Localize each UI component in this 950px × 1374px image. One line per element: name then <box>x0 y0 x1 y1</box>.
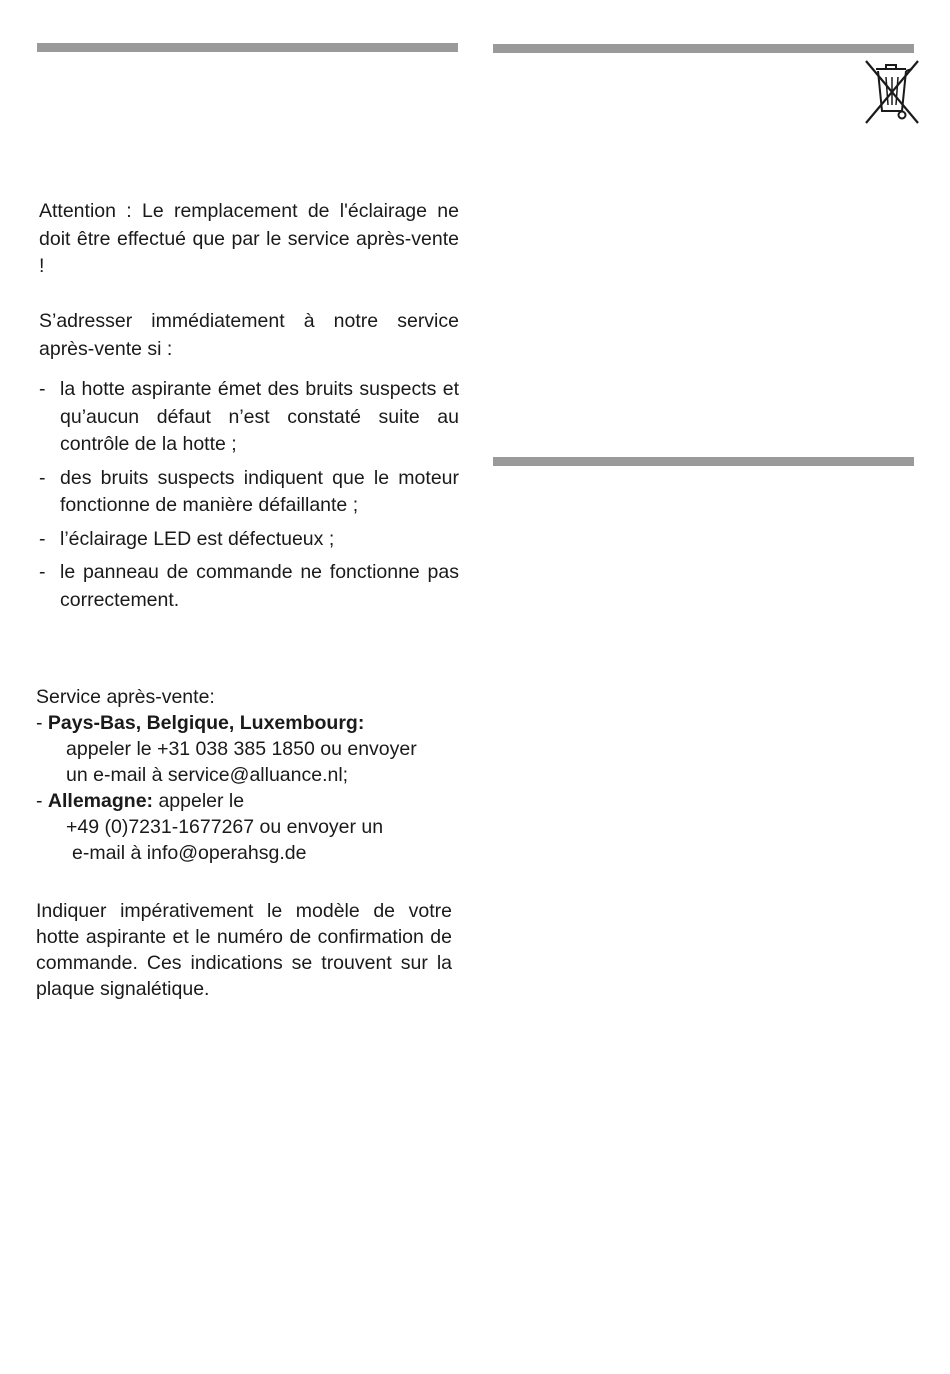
lighting-replacement-warning: Attention : Le remplacement de l'éclairage ne doit être effectué que par le service après-vente ! <box>39 200 459 277</box>
condition-text: des bruits suspects indiquent que le moteur fonctionne de manière défaillante ; <box>60 466 459 516</box>
service-heading: Service après-vente: <box>36 686 215 708</box>
benelux-email-line: un e-mail à service@alluance.nl; <box>66 764 349 786</box>
section-divider-right-middle <box>493 457 914 466</box>
list-item <box>39 465 459 520</box>
benelux-label: Pays-Bas, Belgique, Luxembourg: <box>47 712 365 734</box>
list-prefix: - <box>36 712 48 734</box>
list-dash: - <box>39 378 46 400</box>
germany-contact-label-line <box>36 788 466 814</box>
list-prefix: - <box>36 790 48 812</box>
condition-text: la hotte aspirante émet des bruits suspects et qu’aucun défaut n’est constaté suite au contrôle de la hotte ; <box>60 378 459 455</box>
benelux-phone-line: appeler le +31 038 385 1850 ou envoyer <box>66 738 417 760</box>
germany-call-text: appeler le <box>153 790 245 812</box>
list-item <box>39 376 459 459</box>
benelux-contact-label-line <box>36 710 466 736</box>
list-dash: - <box>39 466 46 489</box>
service-conditions-list <box>39 376 459 620</box>
condition-text: l’éclairage LED est défectueux ; <box>60 527 335 550</box>
list-item <box>39 559 459 614</box>
germany-email-line: e-mail à info@operahsg.de <box>72 842 307 864</box>
condition-text: le panneau de commande ne fonctionne pas correctement. <box>60 561 459 611</box>
list-dash: - <box>39 561 46 583</box>
model-info-note: Indiquer impérativement le modèle de votre hotte aspirante et le numéro de confirmation de commande. Ces indications se trouvent sur la plaque signalétique. <box>36 900 452 1000</box>
section-divider-left <box>37 43 458 52</box>
section-divider-right-top <box>493 44 914 53</box>
germany-label: Allemagne: <box>47 790 154 812</box>
list-item <box>39 526 459 554</box>
list-dash: - <box>39 527 46 550</box>
service-contact-intro: S’adresser immédiatement à notre service après-vente si : <box>39 310 459 360</box>
crossed-out-wheelie-bin-icon <box>862 57 922 127</box>
germany-phone-line: +49 (0)7231-1677267 ou envoyer un <box>66 816 384 838</box>
after-sales-service-contacts <box>36 684 466 866</box>
